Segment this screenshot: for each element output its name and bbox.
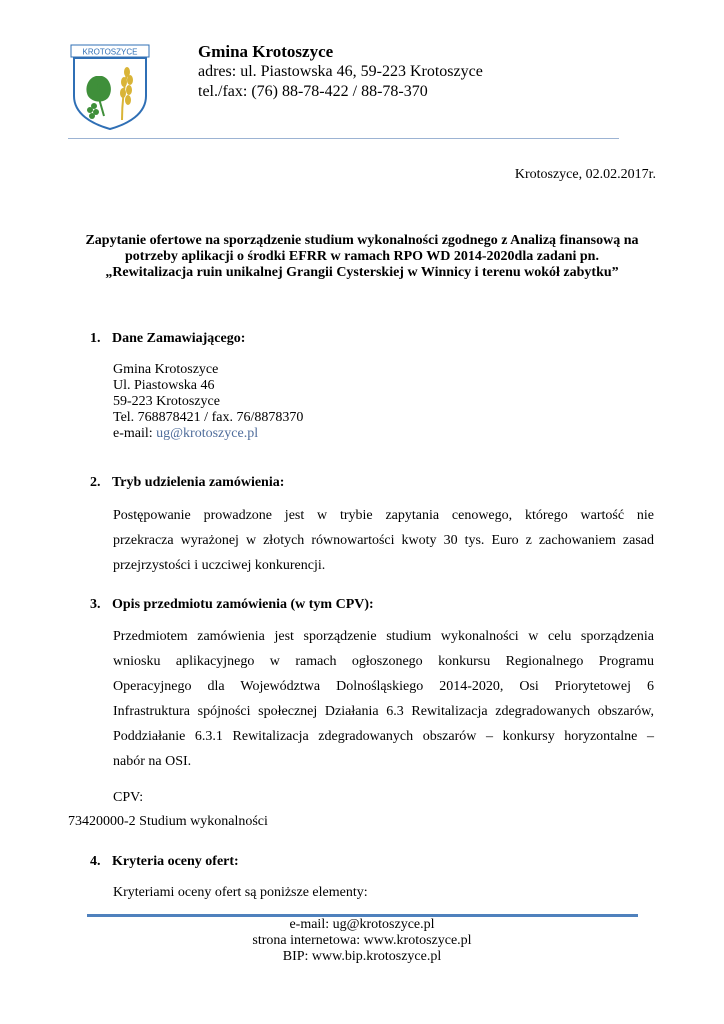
section-title: Kryteria oceny ofert: xyxy=(112,854,239,869)
section-3-heading xyxy=(90,597,374,613)
paragraph-line: Postępowanie prowadzone jest w trybie zapytania cenowego, którego wartość nie xyxy=(113,508,654,523)
crest-shield-icon xyxy=(70,44,150,130)
paragraph-line: Poddziałanie 6.3.1 Rewitalizacja zdegradowanych obszarów – konkursy horyzontalne – xyxy=(113,729,654,744)
email-prefix: e-mail: xyxy=(113,426,157,441)
email-link[interactable]: ug@krotoszyce.pl xyxy=(156,426,259,441)
paragraph-line: przejrzystości i uczciwej konkurencji. xyxy=(113,558,326,573)
contracting-authority-details xyxy=(113,362,303,442)
paragraph-line: Infrastruktura spójności społecznej Działania 6.3 Rewitalizacja zdegradowanych obszarów, xyxy=(113,704,654,719)
detail-line: Gmina Krotoszyce xyxy=(113,362,219,377)
section-4-intro: Kryteriami oceny ofert są poniższe elementy: xyxy=(113,885,368,900)
paragraph-line: Przedmiotem zamówienia jest sporządzenie studium wykonalności w celu sporządzenia xyxy=(113,629,654,644)
footer-email: e-mail: ug@krotoszyce.pl xyxy=(289,917,435,932)
section-number: 1. xyxy=(90,331,101,346)
paragraph-line: wniosku aplikacyjnego w ramach ogłoszonego konkursu Regionalnego Programu xyxy=(113,654,654,669)
footer-website: strona internetowa: www.krotoszyce.pl xyxy=(252,933,472,948)
municipality-address: adres: ul. Piastowska 46, 59-223 Krotoszyce xyxy=(198,63,483,80)
document-date: Krotoszyce, 02.02.2017r. xyxy=(514,167,656,182)
section-number: 2. xyxy=(90,475,101,490)
title-line: „Rewitalizacja ruin unikalnej Grangii Cysterskiej w Winnicy i terenu wokół zabytku” xyxy=(105,265,619,280)
section-title: Tryb udzielenia zamówienia: xyxy=(112,475,285,490)
section-4-heading xyxy=(90,854,239,870)
municipality-name: Gmina Krotoszyce xyxy=(198,42,334,61)
municipal-crest xyxy=(70,44,150,130)
cpv-label: CPV: xyxy=(113,790,144,805)
paragraph-line: przekracza wyrażonej w złotych równowartości kwoty 30 tys. Euro z zachowaniem zasad xyxy=(113,533,654,548)
cpv-code: 73420000-2 Studium wykonalności xyxy=(68,814,268,829)
title-line: Zapytanie ofertowe na sporządzenie studium wykonalności zgodnego z Analizą finansową na xyxy=(85,233,639,248)
detail-line: 59-223 Krotoszyce xyxy=(113,394,220,409)
footer-contact xyxy=(0,917,724,965)
section-title: Dane Zamawiającego: xyxy=(112,331,246,346)
municipality-phone: tel./fax: (76) 88-78-422 / 88-78-370 xyxy=(198,83,428,100)
detail-line: Ul. Piastowska 46 xyxy=(113,378,215,393)
section-2-heading xyxy=(90,475,284,491)
footer-bip: BIP: www.bip.krotoszyce.pl xyxy=(282,949,442,964)
paragraph-line: Operacyjnego dla Województwa Dolnośląskiego 2014-2020, Osi Priorytetowej 6 xyxy=(113,679,654,694)
email-line xyxy=(113,426,303,442)
section-1-heading xyxy=(90,331,245,347)
section-3-paragraph xyxy=(113,624,654,774)
section-number: 3. xyxy=(90,597,101,612)
section-title: Opis przedmiotu zamówienia (w tym CPV): xyxy=(112,597,374,612)
crest-label: KROTOSZYCE xyxy=(82,47,138,57)
section-2-paragraph xyxy=(113,503,654,578)
header-divider xyxy=(68,138,619,139)
detail-line: Tel. 768878421 / fax. 76/8878370 xyxy=(113,410,304,425)
document-title xyxy=(60,233,664,281)
section-number: 4. xyxy=(90,854,101,869)
paragraph-line: nabór na OSI. xyxy=(113,754,192,769)
title-line: potrzeby aplikacji o środki EFRR w ramach RPO WD 2014-2020dla zadani pn. xyxy=(125,249,599,264)
